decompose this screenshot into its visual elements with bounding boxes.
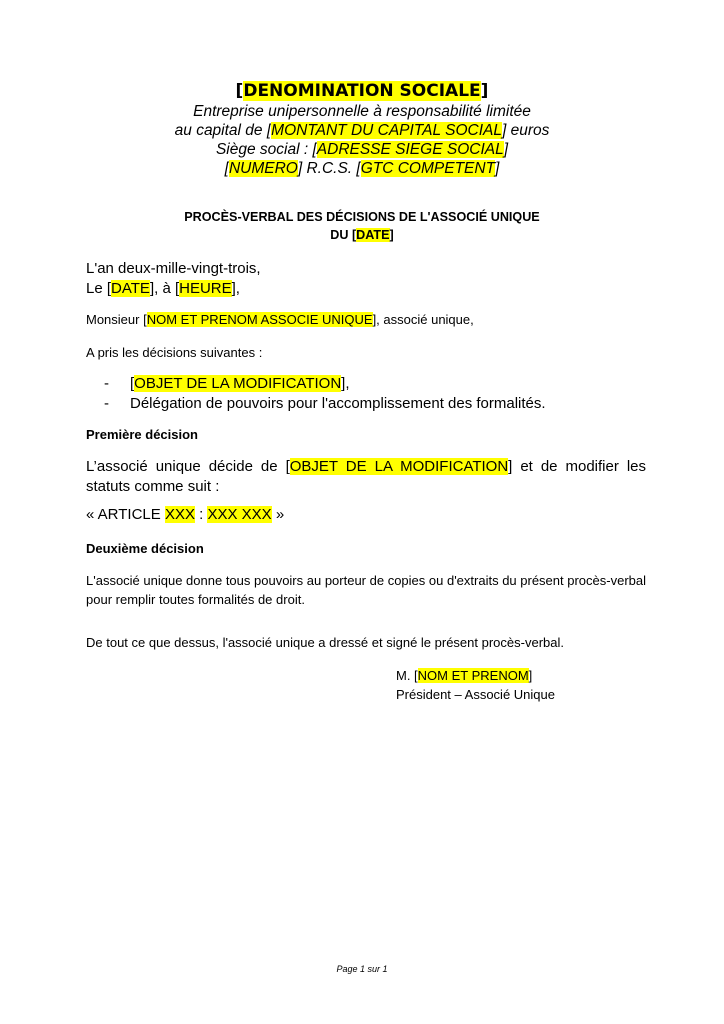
rcs-mid: ] R.C.S. [ <box>297 160 361 177</box>
title-line-2 <box>0 226 724 244</box>
company-capital <box>0 121 724 140</box>
company-form: Entreprise unipersonnelle à responsabilité limitée <box>193 103 531 120</box>
capital-prefix: au capital de [ <box>174 122 272 139</box>
attendee-placeholder: NOM ET PRENOM ASSOCIE UNIQUE <box>146 312 373 327</box>
signature-block <box>396 666 676 704</box>
signature-suffix: ] <box>528 668 533 683</box>
rcs-suffix: ] <box>495 160 500 177</box>
company-name-placeholder: DENOMINATION SOCIALE <box>243 81 481 101</box>
first-decision-text <box>86 457 646 497</box>
year-line: L'an deux-mille-vingt-trois, <box>86 260 261 277</box>
first-decision-title: Première décision <box>86 427 198 442</box>
article-block <box>86 505 646 525</box>
address-prefix: Siège social : [ <box>215 141 317 158</box>
bracket: [ <box>235 81 244 101</box>
list-item <box>104 394 644 414</box>
list-item-text: Délégation de pouvoirs pour l'accomplissement des formalités. <box>130 395 546 412</box>
company-address <box>0 140 724 159</box>
closing-text: De tout ce que dessus, l'associé unique a dressé et signé le présent procès-verbal. <box>86 635 564 650</box>
bullet-dash: - <box>104 375 109 392</box>
title-line-1: PROCÈS-VERBAL DES DÉCISIONS DE L'ASSOCIÉ UNIQUE <box>184 210 540 224</box>
closing-block <box>86 633 646 652</box>
intro-block <box>86 259 646 299</box>
list-item <box>104 374 644 394</box>
attendee-line <box>86 310 646 329</box>
rcs-prefix: [ <box>224 160 229 177</box>
article-title-placeholder: XXX XXX <box>207 506 272 523</box>
article-number-placeholder: XXX <box>164 506 195 523</box>
second-decision-text: L'associé unique donne tous pouvoirs au porteur de copies ou d'extraits du présent procès-verbal pour remplir toutes formalités de droit. <box>86 573 646 607</box>
attendee-suffix: ], associé unique, <box>372 312 474 327</box>
title-date-suffix: ] <box>389 228 394 242</box>
date-mid: ], à [ <box>149 280 180 297</box>
date-placeholder: DATE <box>111 280 150 297</box>
signature-placeholder: NOM ET PRENOM <box>417 668 529 683</box>
attendee-block <box>86 310 646 329</box>
list-item-text <box>130 374 350 394</box>
signature-role: Président – Associé Unique <box>396 687 555 702</box>
bracket: ] <box>480 81 489 101</box>
second-decision-section <box>86 540 646 558</box>
article-line <box>86 505 646 525</box>
decisions-intro: A pris les décisions suivantes : <box>86 345 263 360</box>
page-footer: Page 1 sur 1 <box>336 964 388 974</box>
title-date-prefix: DU [ <box>330 228 357 242</box>
address-suffix: ] <box>503 141 509 158</box>
address-placeholder: ADRESSE SIEGE SOCIAL <box>316 141 504 158</box>
title-date-placeholder: DATE <box>356 228 390 242</box>
time-placeholder: HEURE <box>179 280 232 297</box>
bullet-suffix: ], <box>341 375 350 392</box>
date-suffix: ], <box>231 280 240 297</box>
rcs-court-placeholder: GTC COMPETENT <box>360 160 496 177</box>
signature-prefix: M. [ <box>396 668 418 683</box>
first-decision-body <box>86 457 646 497</box>
document-title <box>0 208 724 244</box>
second-decision-title: Deuxième décision <box>86 541 204 556</box>
signature-name <box>396 666 676 685</box>
article-prefix: « ARTICLE <box>86 506 165 523</box>
capital-suffix: ] euros <box>501 122 550 139</box>
decisions-intro-block <box>86 343 646 362</box>
decisions-list <box>104 374 644 414</box>
article-mid: : <box>194 506 208 523</box>
date-prefix: Le [ <box>86 280 112 297</box>
second-decision-body <box>86 571 646 609</box>
company-name <box>0 80 724 102</box>
capital-placeholder: MONTANT DU CAPITAL SOCIAL <box>271 122 502 139</box>
bullet-placeholder: OBJET DE LA MODIFICATION <box>134 375 342 392</box>
first-decision-prefix: L’associé unique décide de [ <box>86 458 290 475</box>
article-suffix: » <box>271 506 285 523</box>
rcs-number-placeholder: NUMERO <box>228 160 298 177</box>
company-header <box>0 80 724 178</box>
attendee-prefix: Monsieur [ <box>86 312 147 327</box>
date-line <box>86 279 646 299</box>
first-decision-suffix: ] et de modifier les statuts comme suit : <box>86 458 646 495</box>
company-rcs <box>0 159 724 178</box>
first-decision-section <box>86 426 646 444</box>
bullet-dash: - <box>104 395 109 412</box>
bullet-prefix: [ <box>130 375 135 392</box>
first-decision-placeholder: OBJET DE LA MODIFICATION <box>289 458 509 475</box>
